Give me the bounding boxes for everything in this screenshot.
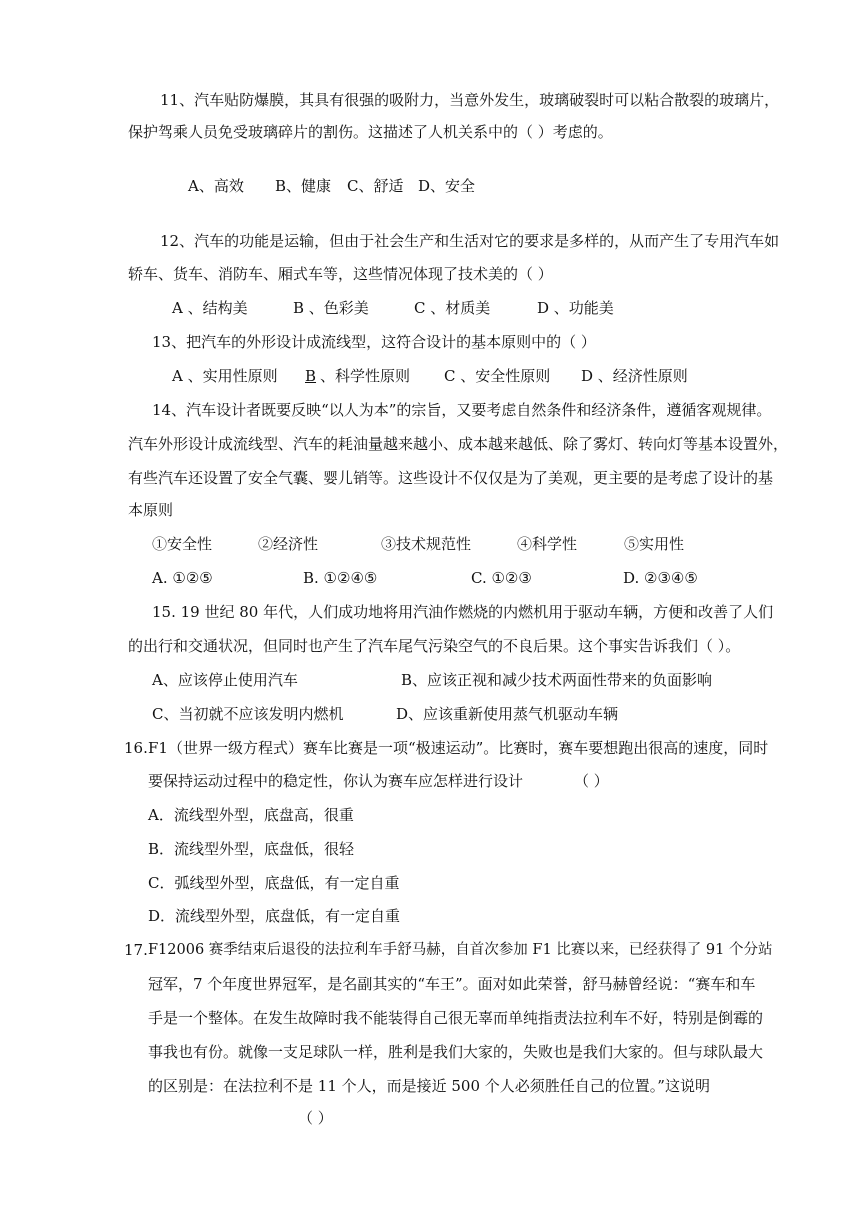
q16-option-a: A．流线型外型，底盘高，很重	[148, 806, 354, 824]
q14-option-c: C. ①②③	[471, 569, 532, 587]
q14-option-b: B. ①②④⑤	[303, 569, 378, 587]
q17-line-3: 手是一个整体。在发生故障时我不能装得自己很无辜而单纯指责法拉利车不好，特别是倒霉的	[148, 1009, 764, 1027]
q14-line-3: 有些汽车还设置了安全气囊、婴儿销等。这些设计不仅仅是为了美观，更主要的是考虑了设计的基	[128, 469, 774, 487]
q12-option-b: B 、色彩美	[293, 299, 369, 317]
q17-line-1: F12006 赛季结束后退役的法拉利车手舒马赫，自首次参加 F1 比赛以来，已经获得了 91 个分站	[148, 942, 773, 958]
q14-item-5: ⑤实用性	[624, 535, 685, 553]
q14-item-2: ②经济性	[258, 535, 319, 553]
q11-option-c: C、舒适	[347, 177, 404, 195]
q15-option-c: C、当初就不应该发明内燃机	[152, 705, 344, 723]
q12-option-c: C 、材质美	[414, 299, 491, 317]
q17-number: 17.	[124, 941, 148, 959]
q15-line-1: 15. 19 世纪 80 年代，人们成功地将用汽油作燃烧的内燃机用于驱动车辆，方便和改善了人们	[152, 603, 774, 621]
q13-option-c: C 、安全性原则	[444, 367, 551, 385]
q16-option-c: C．弧线型外型，底盘低，有一定自重	[148, 874, 400, 892]
q16-number: 16.	[124, 739, 148, 757]
q16-line-2: 要保持运动过程中的稳定性，你认为赛车应怎样进行设计	[148, 772, 524, 790]
q13-option-a: A 、实用性原则	[172, 367, 278, 385]
q16-line-1: F1（世界一级方程式）赛车比赛是一项“极速运动”。比赛时，赛车要想跑出很高的速度，同时	[148, 739, 769, 757]
q14-line-2: 汽车外形设计成流线型、汽车的耗油量越来越小、成本越来越低、除了雾灯、转向灯等基本设置外，	[128, 435, 789, 453]
q16-option-d: D．流线型外型，底盘低，有一定自重	[148, 907, 401, 925]
q13-option-b-letter: B	[305, 367, 317, 385]
q15-option-b: B、应该正视和减少技术两面性带来的负面影响	[401, 671, 713, 689]
q14-option-a: A. ①②⑤	[152, 569, 213, 587]
q14-item-4: ④科学性	[517, 535, 578, 553]
q11-option-b: B、健康	[275, 177, 332, 195]
q13-line-1: 13、把汽车的外形设计成流线型，这符合设计的基本原则中的（ ）	[152, 333, 596, 351]
q17-line-2: 冠军，7 个年度世界冠军，是名副其实的“车王”。面对如此荣誉，舒马赫曾经说：“赛车和车	[148, 975, 756, 993]
q13-option-b: 、科学性原则	[320, 367, 411, 385]
q11-option-a: A、高效	[188, 177, 244, 195]
q14-item-3: ③技术规范性	[381, 535, 472, 553]
q11-line-1: 11、汽车贴防爆膜，其具有很强的吸附力，当意外发生，玻璃破裂时可以粘合散裂的玻璃片，	[160, 91, 780, 109]
q14-item-1: ①安全性	[152, 535, 213, 553]
q12-line-1: 12、汽车的功能是运输，但由于社会生产和生活对它的要求是多样的，从而产生了专用汽车如	[160, 232, 780, 250]
q14-line-1: 14、汽车设计者既要反映“以人为本”的宗旨，又要考虑自然条件和经济条件，遵循客观规律。	[152, 401, 772, 419]
q17-line-4: 事我也有份。就像一支足球队一样，胜利是我们大家的，失败也是我们大家的。但与球队最大	[148, 1043, 764, 1061]
q12-option-d: D 、功能美	[537, 299, 614, 317]
q13-option-d: D 、经济性原则	[581, 367, 688, 385]
q11-line-2: 保护驾乘人员免受玻璃碎片的割伤。这描述了人机关系中的（ ）考虑的。	[128, 123, 613, 141]
q17-answer-blank: （ ）	[298, 1109, 333, 1127]
q14-line-4: 本原则	[128, 501, 174, 519]
q15-line-2: 的出行和交通状况，但同时也产生了汽车尾气污染空气的不良后果。这个事实告诉我们（ ）。	[128, 637, 741, 655]
q12-line-2: 轿车、货车、消防车、厢式车等，这些情况体现了技术美的（ ）	[128, 265, 553, 283]
q12-option-a: A 、结构美	[172, 299, 248, 317]
q14-option-d: D. ②③④⑤	[623, 569, 698, 587]
q17-line-5: 的区别是：在法拉利不是 11 个人，而是接近 500 个人必须胜任自己的位置。”这说明	[148, 1077, 710, 1095]
q15-option-d: D、应该重新使用蒸气机驱动车辆	[396, 705, 619, 723]
q11-option-d: D、安全	[418, 177, 476, 195]
q16-option-b: B．流线型外型，底盘低，很轻	[148, 840, 355, 858]
q15-option-a: A、应该停止使用汽车	[152, 671, 298, 689]
q16-answer-blank: （ ）	[574, 772, 609, 790]
